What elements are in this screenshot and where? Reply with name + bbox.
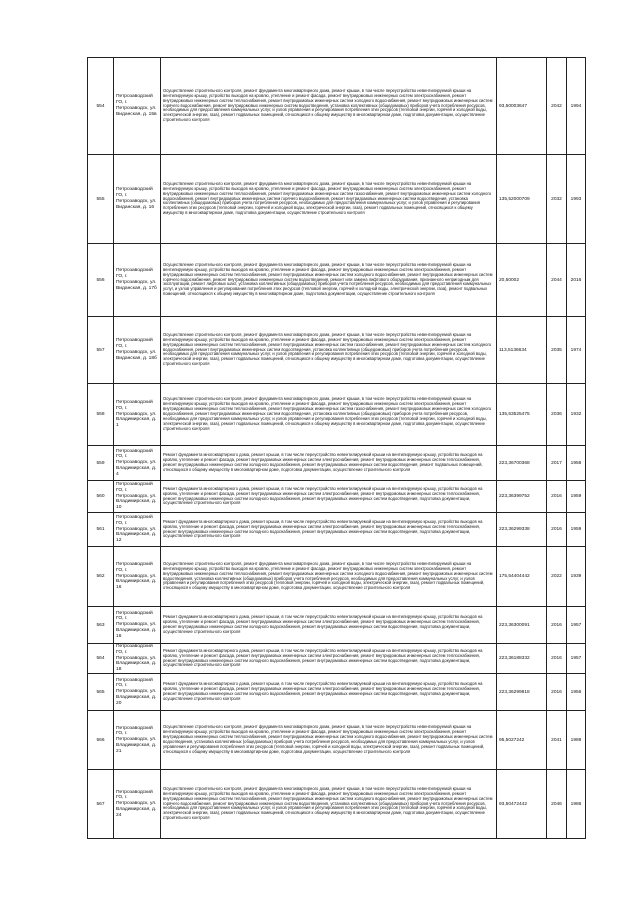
planned-year-cell: 2032 bbox=[547, 155, 567, 244]
row-number-cell: 557 bbox=[88, 317, 114, 384]
address-cell: Петрозаводский ГО, г. Петрозаводск, ул. Владимирская, д. 4 bbox=[114, 446, 161, 481]
built-year-cell: 1993 bbox=[567, 155, 586, 244]
table-row bbox=[88, 58, 586, 155]
row-number-cell: 554 bbox=[88, 58, 114, 155]
works-description-cell: Ремонт фундамента многоквартирного дома, ремонт крыши, в том числе переустройство невентилируемой крыши на вентилируемую крышу, устройство выходов на кровлю, утепление и ремонт фасада, ремонт внутридомовых инженерных систем электроснабжения, ремонт внутридомовых инженерных систем теплоснабжения, ремонт внутридомовых инженерных систем холодного водоснабжения, ремонт внутридомовых инженерных систем водоотведения, подготовка документации, осуществление строительного контроля bbox=[161, 644, 497, 674]
works-description-cell: Осуществление строительного контроля, ремонт фундамента многоквартирного дома, ремонт крыши, в том числе переустройство невентилируемой крыши на вентилируемую крышу, устройство выходов на кровлю, утепление и ремонт фасада, ремонт внутридомовых инженерных систем электроснабжения, ремонт внутридомовых инженерных систем теплоснабжения, ремонт внутридомовых инженерных систем холодного водоснабжения, ремонт внутридомовых инженерных систем горячего водоснабжения, ремонт внутридомовых инженерных систем водоотведения, установка коллективных (общедомовых) приборов учета потребления ресурсов, необходимых для предоставления коммунальных услуг, и узлов управления и регулирования потребления этих ресурсов (тепловой энергии, горячей и холодной воды, электрической энергии, газа), ремонт подвальных помещений, относящихся к общему имуществу в многоквартирном доме, подготовка документации, осуществление строительного контроля bbox=[161, 770, 497, 839]
built-year-cell: 1989 bbox=[567, 711, 586, 770]
works-description-cell: Осуществление строительного контроля, ремонт фундамента многоквартирного дома, ремонт крыши, в том числе переустройство невентилируемой крыши на вентилируемую крышу, устройство выходов на кровлю, утепление и ремонт фасада, ремонт внутридомовых инженерных систем электроснабжения, ремонт внутридомовых инженерных систем теплоснабжения, ремонт внутридомовых инженерных систем газоснабжения, ремонт внутридомовых инженерных систем холодного водоснабжения, ремонт внутридомовых инженерных систем водоотведения, установка коллективных (общедомовых) приборов учета потребления ресурсов, необходимых для предоставления коммунальных услуг, и узлов управления и регулирования потребления этих ресурсов (тепловой энергии, горячей и холодной воды, электрической энергии, газа), ремонт подвальных помещений, относящихся к общему имуществу в многоквартирном доме, подготовка документации, осуществление строительного контроля bbox=[161, 317, 497, 384]
planned-year-cell: 2017 bbox=[547, 446, 567, 481]
row-number-cell: 563 bbox=[88, 607, 114, 644]
built-year-cell: 1959 bbox=[567, 513, 586, 547]
table-row bbox=[88, 384, 586, 446]
table-row bbox=[88, 155, 586, 244]
built-year-cell: 1956 bbox=[567, 674, 586, 711]
works-description-cell: Ремонт фундамента многоквартирного дома, ремонт крыши, в том числе переустройство невентилируемой крыши на вентилируемую крышу, устройство выходов на кровлю, утепление и ремонт фасада, ремонт внутридомовых инженерных систем электроснабжения, ремонт внутридомовых инженерных систем теплоснабжения, ремонт внутридомовых инженерных систем холодного водоснабжения, ремонт внутридомовых инженерных систем водоотведения, подготовка документации, осуществление строительного контроля bbox=[161, 481, 497, 513]
planned-year-cell: 2042 bbox=[547, 58, 567, 155]
planned-year-cell: 2022 bbox=[547, 547, 567, 607]
planned-year-cell: 2035 bbox=[547, 317, 567, 384]
works-description-cell: Осуществление строительного контроля, ремонт фундамента многоквартирного дома, ремонт крыши, в том числе переустройство невентилируемой крыши на вентилируемую крышу, устройство выходов на кровлю, утепление и ремонт фасада, ремонт внутридомовых инженерных систем электроснабжения, ремонт внутридомовых инженерных систем теплоснабжения, ремонт внутридомовых инженерных систем холодного водоснабжения, ремонт внутридомовых инженерных систем горячего водоснабжения, ремонт внутридомовых инженерных систем водоотведения, установка коллективных (общедомовых) приборов учета потребления ресурсов, необходимых для предоставления коммунальных услуг, и узлов управления и регулирования потребления этих ресурсов (тепловой энергии, горячей и холодной воды, электрической энергии, газа), ремонт подвальных помещений, относящихся к общему имуществу в многоквартирном доме, подготовка документации, осуществление строительного контроля bbox=[161, 58, 497, 155]
cost-cell: 223,36299818 bbox=[497, 674, 547, 711]
cost-cell: 223,36299338 bbox=[497, 513, 547, 547]
row-number-cell: 558 bbox=[88, 384, 114, 446]
row-number-cell: 556 bbox=[88, 244, 114, 317]
table-row bbox=[88, 547, 586, 607]
cost-cell: 93,50472442 bbox=[497, 770, 547, 839]
address-cell: Петрозаводский ГО, г. Петрозаводск, ул. Владимирская, д. 10 bbox=[114, 481, 161, 513]
table-row bbox=[88, 770, 586, 839]
address-cell: Петрозаводский ГО, г. Петрозаводск, ул. Владимирская, д. 16 bbox=[114, 547, 161, 607]
built-year-cell: 1957 bbox=[567, 644, 586, 674]
cost-cell: 95,5027242 bbox=[497, 711, 547, 770]
works-description-cell: Ремонт фундамента многоквартирного дома, ремонт крыши, в том числе переустройство невентилируемой крыши на вентилируемую крышу, устройство выходов на кровлю, утепление и ремонт фасада, ремонт внутридомовых инженерных систем электроснабжения, ремонт внутридомовых инженерных систем теплоснабжения, ремонт внутридомовых инженерных систем холодного водоснабжения, ремонт внутридомовых инженерных систем водоотведения, ремонт подвальных помещений, относящихся к общему имуществу в многоквартирном доме, подготовка документации, осуществление строительного контроля bbox=[161, 446, 497, 481]
planned-year-cell: 2016 bbox=[547, 481, 567, 513]
address-cell: Петрозаводский ГО, г. Петрозаводск, ул. Виданская, д. 15в bbox=[114, 58, 161, 155]
address-cell: Петрозаводский ГО, г. Петрозаводск, ул. Владимирская, д. 24 bbox=[114, 770, 161, 839]
row-number-cell: 561 bbox=[88, 513, 114, 547]
works-description-cell: Ремонт фундамента многоквартирного дома, ремонт крыши, в том числе переустройство невентилируемой крыши на вентилируемую крышу, устройство выходов на кровлю, утепление и ремонт фасада, ремонт внутридомовых инженерных систем электроснабжения, ремонт внутридомовых инженерных систем теплоснабжения, ремонт внутридомовых инженерных систем холодного водоснабжения, ремонт внутридомовых инженерных систем водоотведения, подготовка документации, осуществление строительного контроля bbox=[161, 607, 497, 644]
address-cell: Петрозаводский ГО, г. Петрозаводск, ул. Виданская, д. 16 bbox=[114, 155, 161, 244]
works-description-cell: Ремонт фундамента многоквартирного дома, ремонт крыши, в том числе переустройство невентилируемой крыши на вентилируемую крышу, устройство выходов на кровлю, утепление и ремонт фасада, ремонт внутридомовых инженерных систем электроснабжения, ремонт внутридомовых инженерных систем теплоснабжения, ремонт внутридомовых инженерных систем холодного водоснабжения, ремонт внутридомовых инженерных систем водоотведения, подготовка документации, осуществление строительного контроля bbox=[161, 674, 497, 711]
capital-repair-register-table bbox=[87, 57, 586, 839]
row-number-cell: 564 bbox=[88, 644, 114, 674]
table-row bbox=[88, 607, 586, 644]
table-row bbox=[88, 711, 586, 770]
address-cell: Петрозаводский ГО, г. Петрозаводск, ул. Владимирская, д. 12 bbox=[114, 513, 161, 547]
works-description-cell: Осуществление строительного контроля, ремонт фундамента многоквартирного дома, ремонт крыши, в том числе переустройство невентилируемой крыши на вентилируемую крышу, устройство выходов на кровлю, утепление и ремонт фасада, ремонт внутридомовых инженерных систем электроснабжения, ремонт внутридомовых инженерных систем теплоснабжения, ремонт внутридомовых инженерных систем газоснабжения, ремонт внутридомовых инженерных систем холодного водоснабжения, ремонт внутридомовых инженерных систем горячего водоснабжения, ремонт внутридомовых инженерных систем водоотведения, установка коллективных (общедомовых) приборов учета потребления ресурсов, необходимых для предоставления коммунальных услуг, и узлов управления и регулирования потребления этих ресурсов (тепловой энергии, горячей и холодной воды, электрической энергии, газа), ремонт подвальных помещений, относящихся к общему имуществу в многоквартирном доме, подготовка документации, осуществление строительного контроля bbox=[161, 155, 497, 244]
table-row bbox=[88, 244, 586, 317]
address-cell: Петрозаводский ГО, г. Петрозаводск, ул. Владимирская, д. 1 bbox=[114, 384, 161, 446]
table-row bbox=[88, 513, 586, 547]
row-number-cell: 560 bbox=[88, 481, 114, 513]
built-year-cell: 2016 bbox=[567, 244, 586, 317]
works-description-cell: Осуществление строительного контроля, ремонт фундамента многоквартирного дома, ремонт крыши, в том числе переустройство невентилируемой крыши на вентилируемую крышу, устройство выходов на кровлю, утепление и ремонт фасада, ремонт внутридомовых инженерных систем электроснабжения, ремонт внутридомовых инженерных систем теплоснабжения, ремонт внутридомовых инженерных систем холодного водоснабжения, ремонт внутридомовых инженерных систем водоотведения, установка коллективных (общедомовых) приборов учета потребления ресурсов, необходимых для предоставления коммунальных услуг, и узлов управления и регулирования потребления этих ресурсов (тепловой энергии, горячей и холодной воды, электрической энергии, газа), ремонт подвальных помещений, относящихся к общему имуществу в многоквартирном доме, подготовка документации, осуществление строительного контроля bbox=[161, 547, 497, 607]
works-description-cell: Осуществление строительного контроля, ремонт фундамента многоквартирного дома, ремонт крыши, в том числе переустройство невентилируемой крыши на вентилируемую крышу, устройство выходов на кровлю, утепление и ремонт фасада, ремонт внутридомовых инженерных систем электроснабжения, ремонт внутридомовых инженерных систем теплоснабжения, ремонт внутридомовых инженерных систем холодного водоснабжения, ремонт внутридомовых инженерных систем горячего водоснабжения, ремонт внутридомовых инженерных систем водоотведения, ремонт или замена лифтового оборудования, признанного непригодным для эксплуатации, ремонт лифтовых шахт, установка коллективных (общедомовых) приборов учета потребления ресурсов, необходимых для предоставления коммунальных услуг, и узлов управления и регулирования потребления этих ресурсов (тепловой энергии, горячей и холодной воды, электрической энергии, газа), ремонт подвальных помещений, относящихся к общему имуществу в многоквартирном доме, подготовка документации, осуществление строительного контроля bbox=[161, 244, 497, 317]
table-row bbox=[88, 674, 586, 711]
planned-year-cell: 2016 bbox=[547, 513, 567, 547]
row-number-cell: 562 bbox=[88, 547, 114, 607]
built-year-cell: 1939 bbox=[567, 547, 586, 607]
works-description-cell: Осуществление строительного контроля, ремонт фундамента многоквартирного дома, ремонт крыши, в том числе переустройство невентилируемой крыши на вентилируемую крышу, устройство выходов на кровлю, утепление и ремонт фасада, ремонт внутридомовых инженерных систем электроснабжения, ремонт внутридомовых инженерных систем теплоснабжения, ремонт внутридомовых инженерных систем газоснабжения, ремонт внутридомовых инженерных систем холодного водоснабжения, ремонт внутридомовых инженерных систем водоотведения, установка коллективных (общедомовых) приборов учета потребления ресурсов, необходимых для предоставления коммунальных услуг, и узлов управления и регулирования потребления этих ресурсов (тепловой энергии, горячей и холодной воды, электрической энергии, газа), ремонт подвальных помещений, относящихся к общему имуществу в многоквартирном доме, подготовка документации, осуществление строительного контроля bbox=[161, 384, 497, 446]
cost-cell: 93,50003647 bbox=[497, 58, 547, 155]
address-cell: Петрозаводский ГО, г. Петрозаводск, ул. Виданская, д. 18б bbox=[114, 317, 161, 384]
cost-cell: 135,53525475 bbox=[497, 384, 547, 446]
row-number-cell: 559 bbox=[88, 446, 114, 481]
works-description-cell: Осуществление строительного контроля, ремонт фундамента многоквартирного дома, ремонт крыши, в том числе переустройство невентилируемой крыши на вентилируемую крышу, устройство выходов на кровлю, утепление и ремонт фасада, ремонт внутридомовых инженерных систем электроснабжения, ремонт внутридомовых инженерных систем теплоснабжения, ремонт внутридомовых инженерных систем холодного водоснабжения, ремонт внутридомовых инженерных систем водоотведения, установка коллективных (общедомовых) приборов учета потребления ресурсов, необходимых для предоставления коммунальных услуг, и узлов управления и регулирования потребления этих ресурсов (тепловой энергии, горячей и холодной воды, электрической энергии, газа), ремонт подвальных помещений, относящихся к общему имуществу в многоквартирном доме, подготовка документации, осуществление строительного контроля bbox=[161, 711, 497, 770]
cost-cell: 223,36188332 bbox=[497, 644, 547, 674]
built-year-cell: 1958 bbox=[567, 446, 586, 481]
row-number-cell: 567 bbox=[88, 770, 114, 839]
cost-cell: 223,36399752 bbox=[497, 481, 547, 513]
address-cell: Петрозаводский ГО, г. Петрозаводск, ул. Владимирская, д. 16 bbox=[114, 607, 161, 644]
address-cell: Петрозаводский ГО, г. Петрозаводск, ул. Владимирская, д. 20 bbox=[114, 674, 161, 711]
address-cell: Петрозаводский ГО, г. Петрозаводск, ул. Владимирская, д. 21 bbox=[114, 711, 161, 770]
cost-cell: 20,50002 bbox=[497, 244, 547, 317]
table-row bbox=[88, 644, 586, 674]
table-row bbox=[88, 481, 586, 513]
row-number-cell: 566 bbox=[88, 711, 114, 770]
planned-year-cell: 2046 bbox=[547, 770, 567, 839]
works-description-cell: Ремонт фундамента многоквартирного дома, ремонт крыши, в том числе переустройство невентилируемой крыши на вентилируемую крышу, устройство выходов на кровлю, утепление и ремонт фасада, ремонт внутридомовых инженерных систем электроснабжения, ремонт внутридомовых инженерных систем теплоснабжения, ремонт внутридомовых инженерных систем холодного водоснабжения, ремонт внутридомовых инженерных систем водоотведения, подготовка документации, осуществление строительного контроля bbox=[161, 513, 497, 547]
built-year-cell: 1957 bbox=[567, 607, 586, 644]
planned-year-cell: 2036 bbox=[547, 384, 567, 446]
row-number-cell: 565 bbox=[88, 674, 114, 711]
planned-year-cell: 2016 bbox=[547, 644, 567, 674]
cost-cell: 113,5136634 bbox=[497, 317, 547, 384]
built-year-cell: 1994 bbox=[567, 58, 586, 155]
address-cell: Петрозаводский ГО, г. Петрозаводск, ул. Владимирская, д. 18 bbox=[114, 644, 161, 674]
cost-cell: 135,52000709 bbox=[497, 155, 547, 244]
cost-cell: 175,54404442 bbox=[497, 547, 547, 607]
planned-year-cell: 2044 bbox=[547, 244, 567, 317]
row-number-cell: 555 bbox=[88, 155, 114, 244]
built-year-cell: 1986 bbox=[567, 770, 586, 839]
table-body bbox=[88, 58, 586, 839]
built-year-cell: 1932 bbox=[567, 384, 586, 446]
address-cell: Петрозаводский ГО, г. Петрозаводск, ул. Виданская, д. 17б bbox=[114, 244, 161, 317]
cost-cell: 223,36300091 bbox=[497, 607, 547, 644]
planned-year-cell: 2041 bbox=[547, 711, 567, 770]
planned-year-cell: 2016 bbox=[547, 607, 567, 644]
built-year-cell: 1974 bbox=[567, 317, 586, 384]
planned-year-cell: 2016 bbox=[547, 674, 567, 711]
table-row bbox=[88, 317, 586, 384]
cost-cell: 223,36700368 bbox=[497, 446, 547, 481]
built-year-cell: 1959 bbox=[567, 481, 586, 513]
table-row bbox=[88, 446, 586, 481]
